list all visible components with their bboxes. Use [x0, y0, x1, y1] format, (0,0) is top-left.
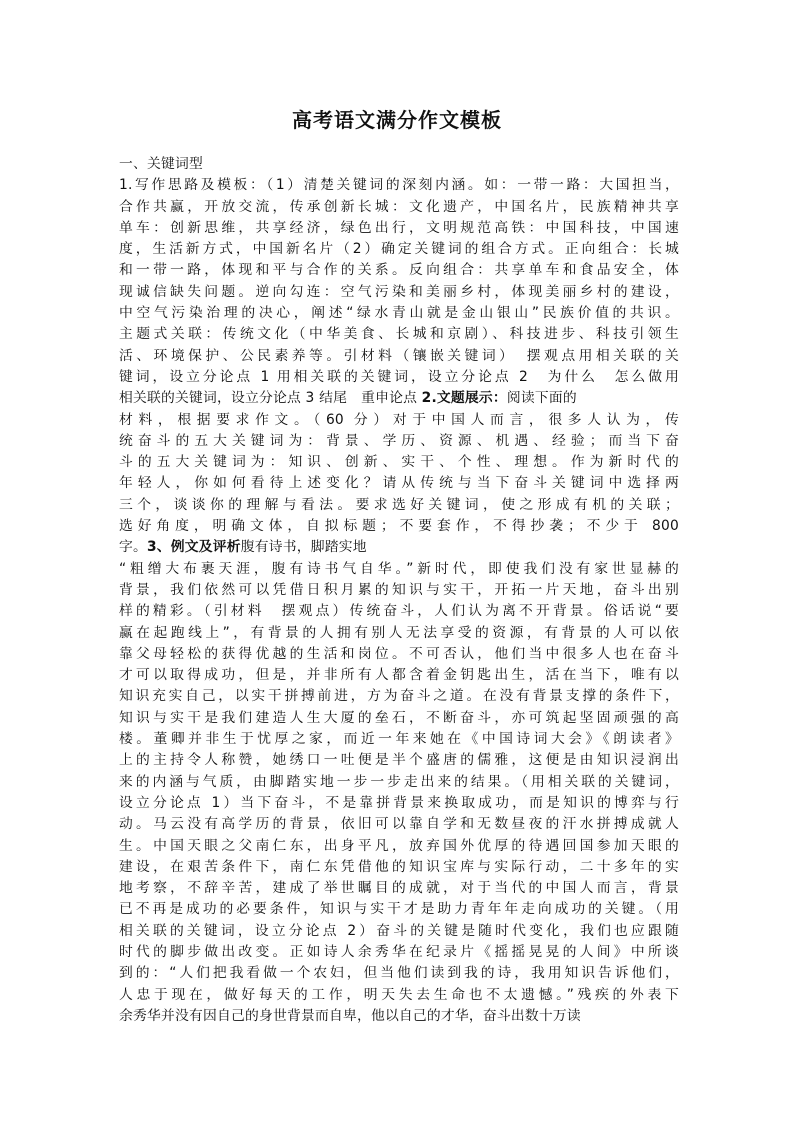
- text-run: 动。马云没有高学历的背景，依旧可以靠自学和无数昼夜的汗水拼搏成就人: [119, 816, 679, 833]
- text-line: [119, 303, 679, 324]
- text-run: 来的内涵与气质，由脚踏实地一步一步走出来的结果。（用相关联的关键词，: [119, 773, 679, 790]
- text-line: [119, 963, 679, 984]
- text-run: 相关联的关键词，设立分论点 3 结尾 重申论点: [119, 390, 422, 407]
- text-run: 选好角度，明确文体，自拟标题；不要套作，不得抄袭；不少于 800: [119, 518, 679, 535]
- text-line: [119, 324, 679, 345]
- text-run: 合作共赢，开放交流，传承创新长城：文化遗产，中国名片，民族精神共享: [119, 198, 679, 215]
- text-line: [119, 623, 679, 644]
- text-run: 已不再是成功的必要条件，知识与实干才是助力青年年走向成功的关键。（用: [119, 901, 679, 918]
- text-run: 设立分论点 1）当下奋斗，不是靠拼背景来换取成功，而是知识的博弈与行: [119, 794, 679, 811]
- text-line: [119, 686, 679, 707]
- text-line: [119, 942, 679, 963]
- document-title: 高考语文满分作文模板: [292, 108, 502, 132]
- text-run: 1.写作思路及模板：（1）清楚关键词的深刻内涵。如：一带一路：大国担当，: [119, 177, 679, 194]
- text-line: [119, 921, 679, 942]
- text-run: 上的主持令人称赞，她绣口一吐便是半个盛唐的儒雅，这便是由知识浸润出: [119, 752, 679, 769]
- text-line: [119, 793, 679, 814]
- text-run: 相关联的关键词，设立分论点 2）奋斗的关键是随时代变化，我们也应跟随: [119, 922, 679, 939]
- text-run: 到的：“人们把我看做一个农妇，但当他们读到我的诗，我用知识告诉他们，: [119, 965, 679, 982]
- text-line: [119, 559, 679, 580]
- text-line: [119, 644, 679, 665]
- text-run: 赢在起跑线上”，有背景的人拥有别人无法享受的资源，有背景的人可以依: [119, 624, 679, 641]
- text-run: 斗的五大关键词为：知识、创新、实干、个性、理想。作为新时代的: [119, 454, 679, 471]
- text-line: [119, 495, 679, 516]
- text-line: [119, 367, 679, 388]
- text-run: 度，生活新方式，中国新名片（2）确定关键词的组合方式。正向组合：长城: [119, 241, 679, 258]
- text-line: [119, 708, 679, 729]
- text-run: “粗缯大布裹天涯，腹有诗书气自华。”新时代，即使我们没有家世显赫的: [119, 560, 679, 577]
- bold-text-run: 3、例文及评析: [147, 539, 241, 556]
- text-run: 才可以取得成功，但是，并非所有人都含着金钥匙出生，活在当下，唯有以: [119, 667, 679, 684]
- text-run: 活、环境保护、公民素养等。引材料（镶嵌关键词） 摆观点用相关联的关: [119, 347, 679, 364]
- text-run: 中空气污染治理的决心，阐述“绿水青山就是金山银山”民族价值的共识。: [119, 305, 679, 322]
- text-line: [119, 899, 679, 920]
- text-run: 材料，根据要求作文。（60 分）对于中国人而言，很多人认为，传: [119, 411, 679, 428]
- text-line: [119, 260, 679, 281]
- text-line: [119, 346, 679, 367]
- text-run: 和一带一路，体现和平与合作的关系。反向组合：共享单车和食品安全，体: [119, 262, 679, 279]
- text-line: [119, 729, 679, 750]
- text-line: [119, 537, 679, 558]
- text-line: [119, 580, 679, 601]
- text-line: [119, 218, 679, 239]
- text-line: [119, 857, 679, 878]
- text-line: [119, 175, 679, 196]
- text-line: [119, 814, 679, 835]
- text-run: 样的精彩。（引材料 摆观点）传统奋斗，人们认为离不开背景。俗话说“要: [119, 603, 679, 620]
- text-run: 生。中国天眼之父南仁东，出身平凡，放弃国外优厚的待遇回国参加天眼的: [119, 837, 679, 854]
- text-run: 知识充实自己，以实干拼搏前进，方为奋斗之道。在没有背景支撑的条件下，: [119, 688, 679, 705]
- text-run: 背景，我们依然可以凭借日积月累的知识与实干，开拓一片天地，奋斗出别: [119, 581, 679, 598]
- text-run: 字。: [119, 539, 147, 556]
- text-line: [119, 836, 679, 857]
- text-line: [119, 473, 679, 494]
- text-run: 人忠于现在，做好每天的工作，明天失去生命也不太遗憾。”残疾的外表下: [119, 986, 679, 1003]
- text-line: [119, 154, 679, 175]
- text-run: 阅读下面的: [506, 390, 577, 407]
- text-run: 三个，谈谈你的理解与看法。要求选好关键词，使之形成有机的关联；: [119, 496, 679, 513]
- text-run: 余秀华并没有因自己的身世背景而自卑，他以自己的才华，奋斗出数十万读: [119, 1007, 581, 1024]
- text-line: [119, 239, 679, 260]
- text-line: [119, 1006, 679, 1027]
- text-run: 年轻人，你如何看待上述变化？请从传统与当下奋斗关键词中选择两: [119, 475, 679, 492]
- text-line: [119, 516, 679, 537]
- text-run: 统奋斗的五大关键词为：背景、学历、资源、机遇、经验；而当下奋: [119, 432, 679, 449]
- text-line: [119, 772, 679, 793]
- text-run: 建设，在艰苦条件下，南仁东凭借他的知识宝库与实际行动，二十多年的实: [119, 858, 679, 875]
- text-run: 靠父母轻松的获得优越的生活和岗位。不可否认，他们当中很多人也在奋斗: [119, 645, 679, 662]
- text-run: 单车：创新思维，共享经济，绿色出行，文明规范高铁：中国科技，中国速: [119, 219, 679, 236]
- text-run: 主题式关联：传统文化（中华美食、长城和京剧）、科技进步、科技引领生: [119, 326, 679, 343]
- text-run: 一、关键词型: [119, 156, 203, 172]
- text-line: [119, 452, 679, 473]
- text-run: 腹有诗书，脚踏实地: [240, 539, 367, 556]
- text-line: [119, 431, 679, 452]
- text-line: [119, 410, 679, 431]
- text-line: [119, 601, 679, 622]
- text-line: [119, 388, 679, 409]
- text-run: 时代的脚步做出改变。正如诗人余秀华在纪录片《摇摇晃晃的人间》中所谈: [119, 943, 679, 960]
- text-line: [119, 878, 679, 899]
- text-run: 键词，设立分论点 1 用相关联的关键词，设立分论点 2 为什么 怎么做用: [119, 368, 679, 385]
- bold-text-run: 2.文题展示：: [421, 390, 507, 407]
- text-run: 知识与实干是我们建造人生大厦的垒石，不断奋斗，亦可筑起坚固顽强的高: [119, 709, 679, 726]
- text-run: 现诚信缺失问题。逆向勾连：空气污染和美丽乡村，体现美丽乡村的建设，: [119, 283, 679, 300]
- text-line: [119, 985, 679, 1006]
- document-body: [119, 154, 679, 1027]
- text-run: 楼。董卿并非生于忧厚之家，而近一年来她在《中国诗词大会》《朗读者》: [119, 731, 679, 748]
- text-run: 地考察，不辞辛苦，建成了举世瞩目的成就，对于当代的中国人而言，背景: [119, 880, 679, 897]
- text-line: [119, 665, 679, 686]
- text-line: [119, 282, 679, 303]
- text-line: [119, 750, 679, 771]
- text-line: [119, 197, 679, 218]
